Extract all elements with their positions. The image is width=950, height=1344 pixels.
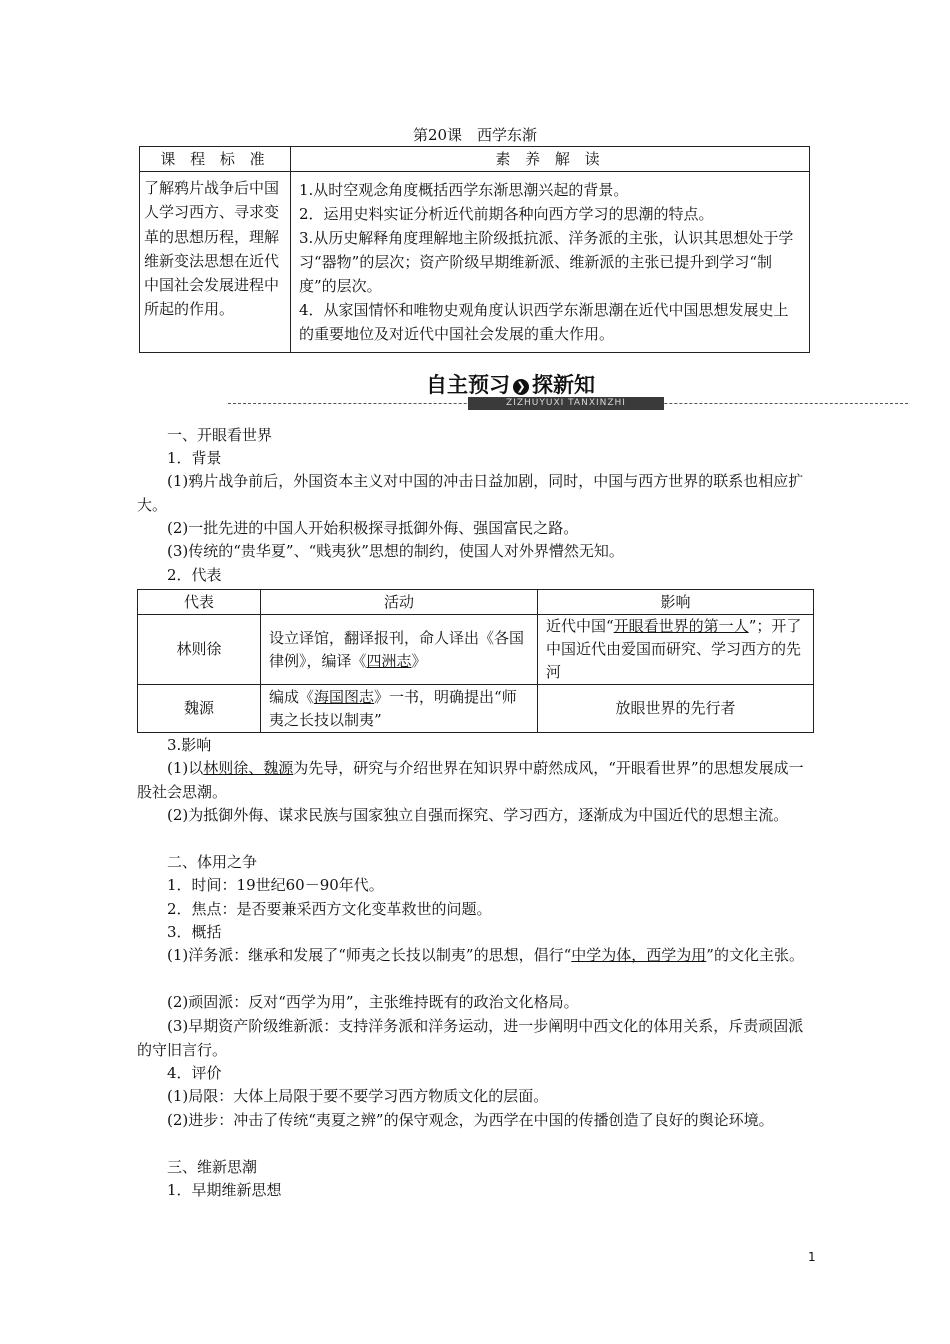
literacy-item: 3.从历史解释角度理解地主阶级抵抗派、洋务派的主张，认识其思想处于学习“器物”的层次；资产阶级早期维新派、维新派的主张已提升到学习“制度”的层次。	[299, 229, 794, 295]
background-item: (3)传统的“贵华夏”、“贱夷狄”思想的制约，使国人对外界懵然无知。	[167, 542, 624, 560]
influence-item	[137, 757, 817, 804]
section3-subheading: 1．早期维新思想	[167, 1181, 282, 1199]
text-run: 为先导，研究与介绍世界在知识界中蔚然成风，“开眼看世界”的思想发展成一股社会思潮。	[137, 759, 804, 801]
text-run: 设立译馆，翻译报刊，命人译出《各国律例》，编译《	[269, 628, 525, 670]
evaluation-heading: 4．评价	[167, 1064, 222, 1082]
page-number: 1	[808, 1250, 816, 1264]
text-run: (1)以	[167, 759, 204, 777]
rep-name: 林则徐	[138, 615, 261, 685]
text-run: 》一书，明确提出“师夷之长技以制夷”	[269, 687, 517, 729]
standards-header-right: 素 养 解 读	[291, 147, 810, 172]
focus-line: 2．焦点：是否要兼采西方文化变革救世的问题。	[167, 900, 492, 918]
literacy-item: 2．运用史料实证分析近代前期各种向西方学习的思潮的特点。	[299, 205, 714, 223]
background-heading: 1．背景	[167, 449, 222, 467]
rep-activity	[261, 615, 538, 685]
rep-name: 魏源	[138, 685, 261, 733]
text-run: ”；开了中国近代由爱国而研究、学习西方的先河	[546, 617, 802, 681]
section1-heading: 一、开眼看世界	[167, 426, 273, 444]
literacy-item: 1.从时空观念角度概括西学东渐思潮兴起的背景。	[299, 181, 629, 199]
representatives-heading: 2．代表	[167, 566, 222, 584]
banner-title-b: 探新知	[532, 373, 595, 397]
section2-heading: 二、体用之争	[167, 853, 258, 871]
standards-header-left: 课 程 标 准	[140, 147, 291, 172]
table-row	[138, 615, 814, 685]
summary-item	[137, 944, 817, 968]
banner-title	[426, 370, 595, 400]
literacy-item: 4．从家国情怀和唯物史观角度认识西学东渐思潮在近代中国思想发展史上的重要地位及对近代中国社会发展的重大作用。	[299, 301, 789, 343]
table-header: 代表	[138, 590, 261, 615]
representatives-table	[137, 589, 814, 733]
rep-effect	[538, 615, 814, 685]
arrow-right-icon: ❯	[513, 379, 529, 395]
background-item: (1)鸦片战争前后，外国资本主义对中国的冲击日益加剧，同时，中国与西方世界的联系也相应扩大。	[137, 472, 804, 514]
standards-table	[139, 146, 810, 353]
influence-item: (2)为抵御外侮、谋求民族与国家独立自强而探究、学习西方，逐渐成为中国近代的思想主流。	[167, 806, 789, 824]
time-line: 1．时间：19世纪60－90年代。	[167, 876, 384, 894]
table-header: 活动	[261, 590, 538, 615]
underlined-text: 中学为体，西学为用	[571, 946, 707, 964]
section-banner	[228, 370, 908, 414]
summary-heading: 3．概括	[167, 923, 222, 941]
literacy-list	[291, 172, 810, 353]
page-title: 第20课 西学东渐	[412, 126, 538, 144]
summary-item: (2)顽固派：反对“西学为用”，主张维持既有的政治文化格局。	[167, 993, 579, 1011]
text-run: 近代中国“	[546, 617, 614, 635]
underlined-text: 四洲志	[366, 651, 412, 670]
text-run: (1)洋务派：继承和发展了“师夷之长技以制夷”的思想，倡行“	[167, 946, 572, 964]
banner-title-a: 自主预习	[426, 373, 510, 397]
table-row	[138, 685, 814, 733]
underlined-text: 林则徐、魏源	[203, 759, 294, 777]
text-run: 》	[411, 651, 427, 670]
banner-subtitle: ZIZHUYUXI TANXINZHI	[468, 397, 664, 410]
evaluation-item: (2)进步：冲击了传统“夷夏之辨”的保守观念，为西学在中国的传播创造了良好的舆论环境。	[167, 1111, 774, 1129]
rep-effect: 放眼世界的先行者	[538, 685, 814, 733]
text-run: ”的文化主张。	[706, 946, 804, 964]
section3-heading: 三、维新思潮	[167, 1158, 258, 1176]
influence-heading: 3.影响	[167, 736, 212, 754]
summary-item: (3)早期资产阶级维新派：支持洋务派和洋务运动，进一步阐明中西文化的体用关系，斥责顽固派的守旧言行。	[137, 1017, 804, 1059]
evaluation-item: (1)局限：大体上局限于要不要学习西方物质文化的层面。	[167, 1087, 549, 1105]
background-item: (2)一批先进的中国人开始积极探寻抵御外侮、强国富民之路。	[167, 519, 579, 537]
underlined-text: 开眼看世界的第一人	[613, 617, 749, 635]
table-header: 影响	[538, 590, 814, 615]
rep-activity	[261, 685, 538, 733]
text-run: 编成《	[269, 687, 315, 706]
standards-text: 了解鸦片战争后中国人学习西方、寻求变革的思想历程，理解维新变法思想在近代中国社会发展进程中所起的作用。	[140, 172, 291, 353]
underlined-text: 海国图志	[314, 687, 375, 706]
